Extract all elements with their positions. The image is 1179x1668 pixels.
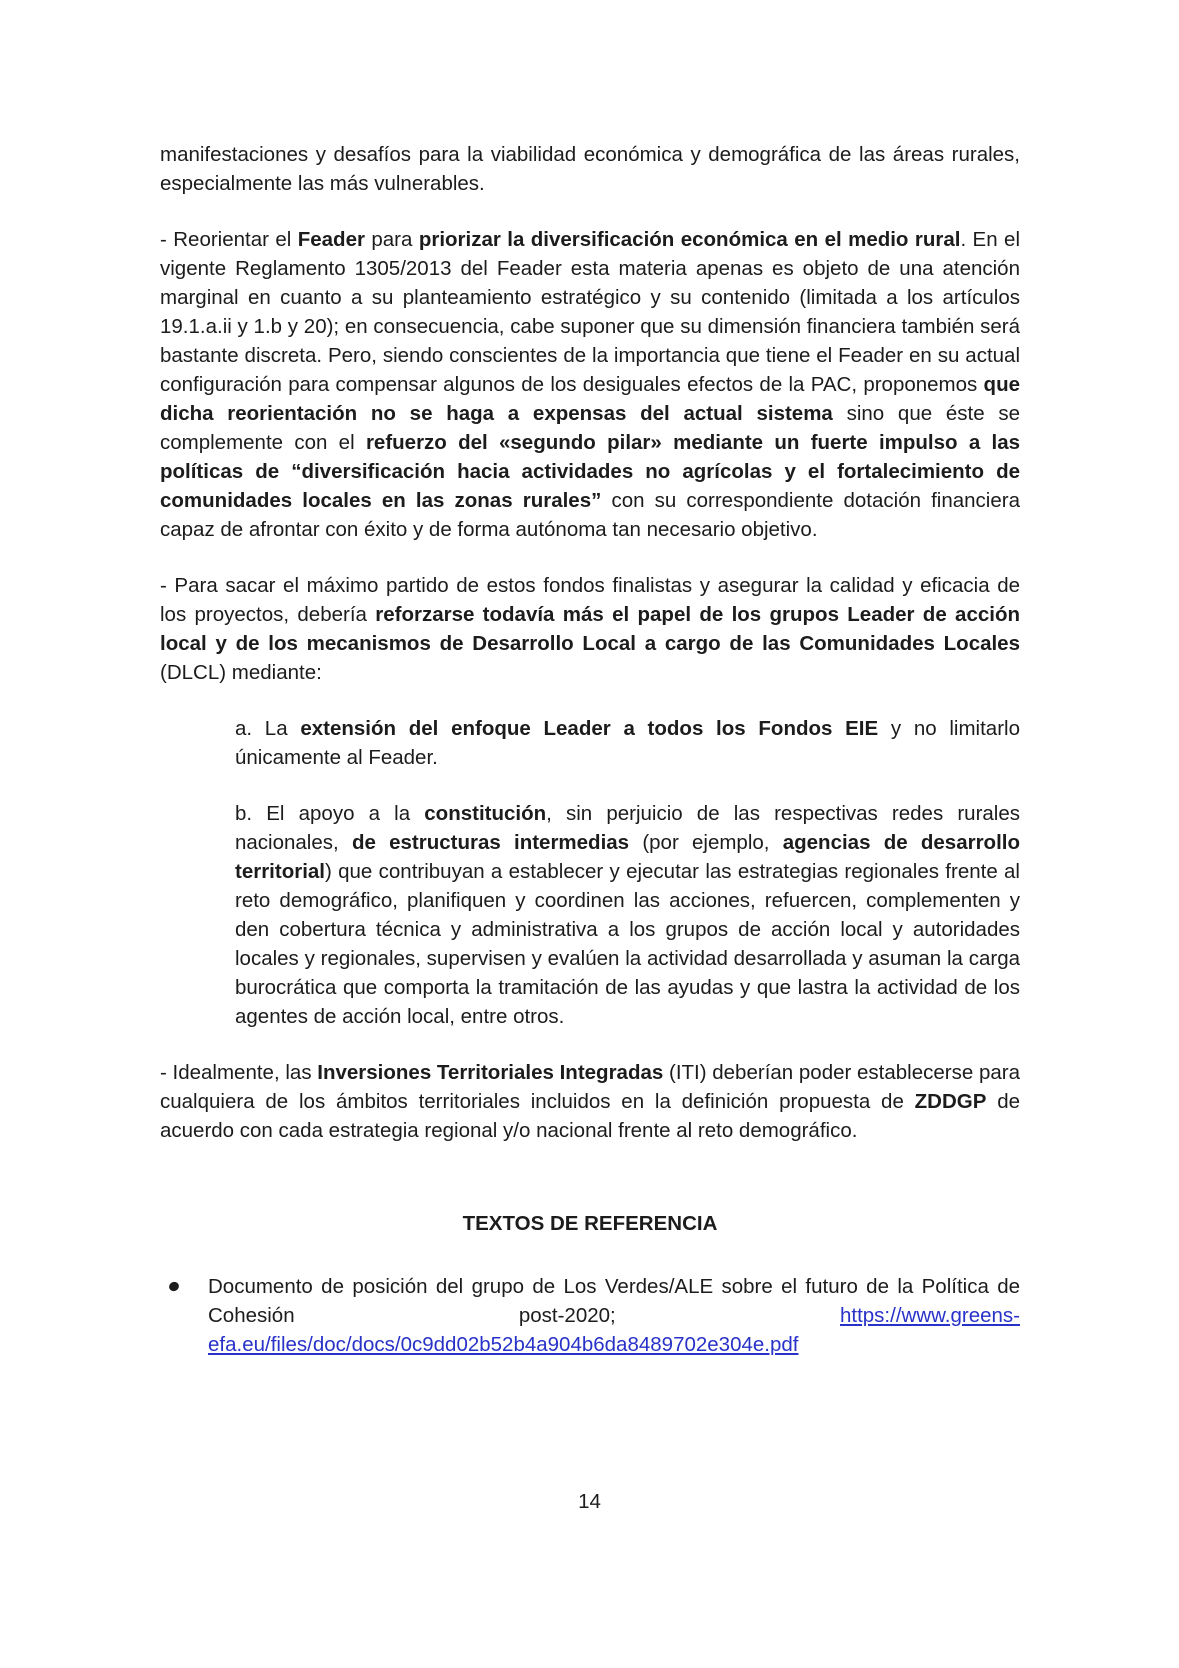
page-number: 14 xyxy=(578,1490,601,1513)
paragraph xyxy=(160,140,1020,198)
text-run: (DLCL) mediante: xyxy=(160,661,322,684)
paragraph xyxy=(235,799,1020,1031)
bold-text-run: reforzarse todavía más el papel de los grupos Leader de acción local y de los mecanismos de Desarrollo Local a cargo de las Comunidades Locales xyxy=(160,603,1020,655)
document-content xyxy=(160,140,1020,1359)
text-run: ) que contribuyan a establecer y ejecutar las estrategias regionales frente al reto demográfico, planifiquen y coordinen las acciones, refuercen, complementen y den cobertura técnica y administrativa a los grupos de acción local y autoridades locales y regionales, supervisen y evalúen la actividad desarrollada y asuman la carga burocrática que comporta la tramitación de las ayudas y que lastra la actividad de los agentes de acción local, entre otros. xyxy=(235,860,1020,1028)
text-run: - Para sacar el máximo partido de estos fondos finalistas y asegurar la calidad y eficacia de los proyectos, debería xyxy=(160,574,1020,626)
bold-text-run: extensión del enfoque Leader a todos los Fondos EIE xyxy=(300,717,879,740)
text-run: y no limitarlo únicamente al Feader. xyxy=(235,717,1020,769)
bold-text-run: agencias de desarrollo territorial xyxy=(235,831,1020,883)
bold-text-run: Inversiones Territoriales Integradas xyxy=(317,1061,664,1084)
bold-text-run: priorizar la diversificación económica en el medio rural xyxy=(418,228,961,251)
text-run: para xyxy=(364,228,419,251)
bold-text-run: TEXTOS DE REFERENCIA xyxy=(462,1212,718,1235)
bold-text-run: de estructuras intermedias xyxy=(351,831,630,854)
text-run: sino que éste se complemente con el xyxy=(160,402,1020,454)
text-run: b. El apoyo a la xyxy=(235,802,425,825)
text-run: . En el vigente Reglamento 1305/2013 del Feader esta materia apenas es objeto de una atención marginal en cuanto a su planteamiento estratégico y su contenido (limitada a los artículos 19.1.a.ii y 1.b y 20); en consecuencia, cabe suponer que su dimensión financiera también será bastante discreta. Pero, siendo conscientes de la importancia que tiene el Feader en su actual configuración para compensar algunos de los desiguales efectos de la PAC, proponemos xyxy=(160,228,1021,396)
text-run: a. La xyxy=(235,717,301,740)
bullet-icon xyxy=(168,1280,181,1292)
bold-text-run: refuerzo del «segundo pilar» mediante un fuerte impulso a las políticas de “diversificación hacia actividades no agrícolas y el fortalecimiento de comunidades locales en las zonas rurales” xyxy=(160,431,1021,512)
text-run: (ITI) deberían poder establecerse para cualquiera de los ámbitos territoriales incluidos en la definición propuesta de xyxy=(160,1061,1020,1113)
paragraph xyxy=(160,571,1020,687)
text-run: manifestaciones y desafíos para la viabilidad económica y demográfica de las áreas rurales, especialmente las más vulnerables. xyxy=(160,143,1020,195)
section-heading xyxy=(160,1209,1020,1238)
text-run: con su correspondiente dotación financiera capaz de afrontar con éxito y de forma autónoma tan necesario objetivo. xyxy=(160,489,1020,541)
text-run: de acuerdo con cada estrategia regional y/o nacional frente al reto demográfico. xyxy=(160,1090,1021,1142)
bold-text-run: que dicha reorientación no se haga a expensas del actual sistema xyxy=(160,373,1020,425)
reference-link[interactable]: https://www.greens-efa.eu/files/doc/docs/0c9dd02b52b4a904b6da8489702e304e.pdf xyxy=(208,1304,1020,1356)
text-run: - Idealmente, las xyxy=(160,1061,318,1084)
paragraph xyxy=(235,714,1020,772)
text-run: Documento de posición del grupo de Los Verdes/ALE sobre el futuro de la Política de Cohesión post-2020; xyxy=(208,1275,1020,1327)
text-run: - Reorientar el xyxy=(160,228,298,251)
bold-text-run: Feader xyxy=(297,228,365,251)
text-run: , sin perjuicio de las respectivas redes rurales nacionales, xyxy=(235,802,1021,854)
reference-list-item xyxy=(160,1272,1020,1359)
bold-text-run: ZDDGP xyxy=(914,1090,987,1113)
paragraph xyxy=(160,225,1020,544)
paragraph xyxy=(160,1058,1020,1145)
bullet-text xyxy=(208,1275,1020,1356)
text-run: (por ejemplo, xyxy=(629,831,783,854)
bold-text-run: constitución xyxy=(424,802,547,825)
